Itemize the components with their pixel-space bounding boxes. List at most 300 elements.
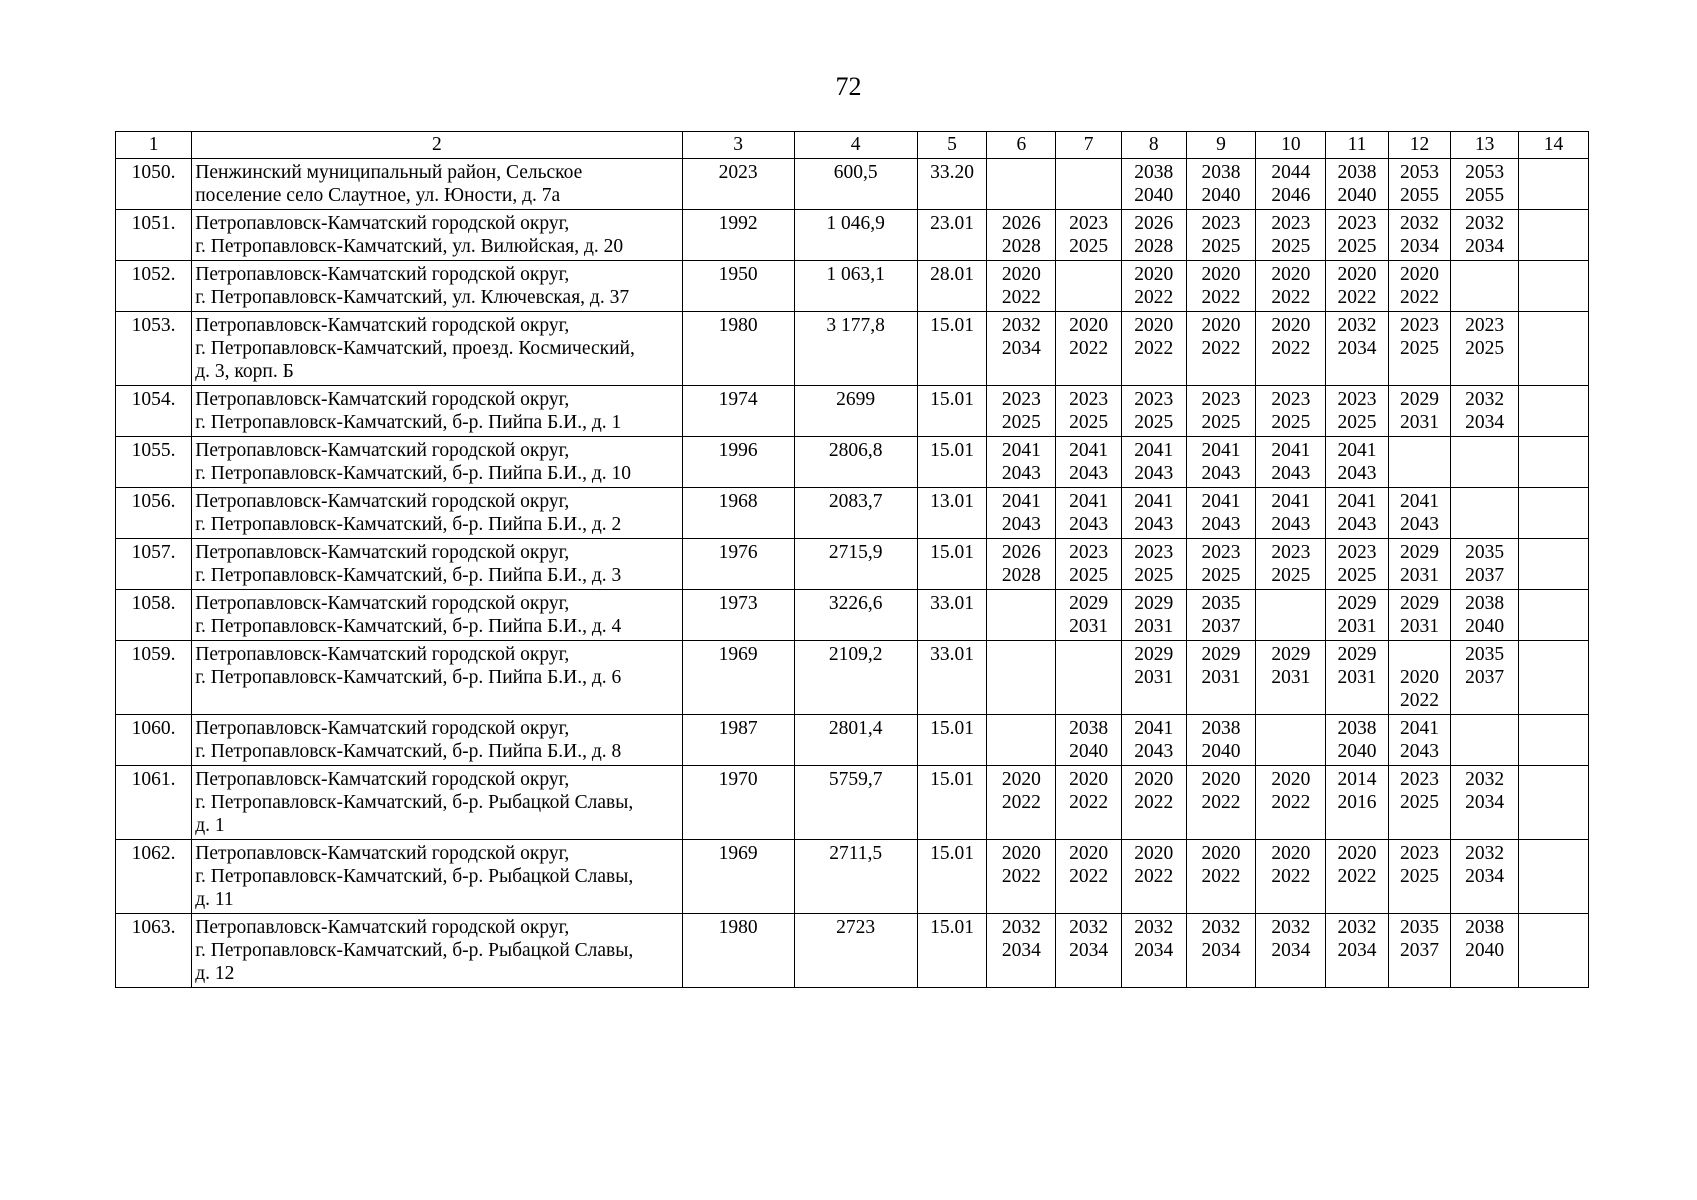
address-line: Петропавловск-Камчатский городской округ, xyxy=(195,491,570,512)
address-line: д. 12 xyxy=(195,963,235,984)
year-value: 2020 xyxy=(1134,843,1174,864)
year-value: 2023 xyxy=(1400,315,1440,336)
year-cell: 1976 xyxy=(682,539,794,590)
address-line: Петропавловск-Камчатский городской округ, xyxy=(195,843,570,864)
code-cell: 15.01 xyxy=(917,840,987,914)
year-value: 2041 xyxy=(1001,440,1041,461)
year-value: 2023 xyxy=(1271,389,1311,410)
year-range-cell-col-9 xyxy=(1186,590,1256,641)
year-cell: 1969 xyxy=(682,840,794,914)
year-value: 2043 xyxy=(1134,741,1174,762)
code-cell: 33.20 xyxy=(917,159,987,210)
year-value: 2043 xyxy=(1069,463,1109,484)
address-line: Петропавловск-Камчатский городской округ, xyxy=(195,440,570,461)
address-cell xyxy=(192,210,682,261)
address-line: г. Петропавловск-Камчатский, б-р. Пийпа Б.И., д. 10 xyxy=(195,463,632,484)
year-value: 2038 xyxy=(1337,162,1377,183)
year-value: 2034 xyxy=(1001,338,1041,359)
year-value: 2023 xyxy=(1201,389,1241,410)
year-value: 2023 xyxy=(1201,213,1241,234)
year-range-cell-col-10 xyxy=(1256,539,1326,590)
year-value: 2020 xyxy=(1337,264,1377,285)
column-header-9: 9 xyxy=(1186,132,1256,159)
year-value: 2031 xyxy=(1134,667,1174,688)
year-range-cell-col-14 xyxy=(1519,210,1589,261)
year-range-cell-col-12 xyxy=(1388,386,1450,437)
year-range-cell-col-13 xyxy=(1451,437,1519,488)
address-line: г. Петропавловск-Камчатский, б-р. Пийпа Б.И., д. 1 xyxy=(195,412,622,433)
column-header-11: 11 xyxy=(1326,132,1388,159)
code-cell: 15.01 xyxy=(917,386,987,437)
year-value: 2020 xyxy=(1134,315,1174,336)
year-range-cell-col-10 xyxy=(1256,590,1326,641)
year-range-cell-col-11 xyxy=(1326,386,1388,437)
year-range-cell-col-6 xyxy=(987,914,1056,988)
row-number: 1058. xyxy=(116,590,192,641)
code-cell: 15.01 xyxy=(917,914,987,988)
year-value: 2026 xyxy=(1001,213,1041,234)
year-value: 2023 xyxy=(1069,213,1109,234)
year-value xyxy=(1392,643,1447,666)
year-value: 2025 xyxy=(1465,338,1505,359)
year-value: 2029 xyxy=(1201,644,1241,665)
year-value: 2029 xyxy=(1134,644,1174,665)
year-value: 2041 xyxy=(1337,491,1377,512)
year-value: 2035 xyxy=(1465,644,1505,665)
year-value: 2029 xyxy=(1337,593,1377,614)
column-header-14: 14 xyxy=(1519,132,1589,159)
table-header xyxy=(116,132,1589,159)
row-number: 1063. xyxy=(116,914,192,988)
year-range-cell-col-11 xyxy=(1326,210,1388,261)
year-range-cell-col-9 xyxy=(1186,437,1256,488)
year-range-cell-col-7 xyxy=(1056,488,1122,539)
area-cell: 2715,9 xyxy=(794,539,917,590)
year-range-cell-col-13 xyxy=(1451,766,1519,840)
year-value: 2041 xyxy=(1400,718,1440,739)
year-value: 2043 xyxy=(1001,463,1041,484)
address-line: поселение село Слаутное, ул. Юности, д. 7а xyxy=(195,185,561,206)
year-range-cell-col-11 xyxy=(1326,590,1388,641)
year-value: 2041 xyxy=(1201,491,1241,512)
year-value: 2040 xyxy=(1465,940,1505,961)
address-line: г. Петропавловск-Камчатский, б-р. Пийпа Б.И., д. 2 xyxy=(195,514,622,535)
year-range-cell-col-6 xyxy=(987,590,1056,641)
year-range-cell-col-8 xyxy=(1121,840,1186,914)
year-range-cell-col-13 xyxy=(1451,914,1519,988)
address-line: Петропавловск-Камчатский городской округ, xyxy=(195,389,570,410)
year-value: 2034 xyxy=(1337,338,1377,359)
year-value: 2032 xyxy=(1465,769,1505,790)
year-range-cell-col-8 xyxy=(1121,488,1186,539)
year-range-cell-col-12 xyxy=(1388,312,1450,386)
year-range-cell-col-14 xyxy=(1519,766,1589,840)
address-cell xyxy=(192,488,682,539)
year-range-cell-col-7 xyxy=(1056,914,1122,988)
year-value: 2022 xyxy=(1271,338,1311,359)
year-value: 2029 xyxy=(1134,593,1174,614)
year-range-cell-col-13 xyxy=(1451,715,1519,766)
year-value: 2032 xyxy=(1134,917,1174,938)
year-range-cell-col-12 xyxy=(1388,914,1450,988)
year-range-cell-col-14 xyxy=(1519,914,1589,988)
year-value: 2055 xyxy=(1400,185,1440,206)
year-range-cell-col-13 xyxy=(1451,312,1519,386)
year-range-cell-col-9 xyxy=(1186,159,1256,210)
year-value: 2031 xyxy=(1271,667,1311,688)
year-value: 2029 xyxy=(1069,593,1109,614)
year-range-cell-col-9 xyxy=(1186,386,1256,437)
year-range-cell-col-7 xyxy=(1056,437,1122,488)
year-value: 2014 xyxy=(1337,769,1377,790)
year-range-cell-col-12 xyxy=(1388,261,1450,312)
year-value: 2022 xyxy=(1069,338,1109,359)
year-range-cell-col-6 xyxy=(987,210,1056,261)
table-row xyxy=(116,437,1589,488)
year-value: 2020 xyxy=(1271,264,1311,285)
year-range-cell-col-13 xyxy=(1451,641,1519,715)
address-line: г. Петропавловск-Камчатский, б-р. Пийпа Б.И., д. 3 xyxy=(195,565,622,586)
year-range-cell-col-11 xyxy=(1326,159,1388,210)
year-value: 2022 xyxy=(1201,338,1241,359)
address-cell xyxy=(192,641,682,715)
year-range-cell-col-14 xyxy=(1519,488,1589,539)
year-range-cell-col-12 xyxy=(1388,210,1450,261)
address-line: Петропавловск-Камчатский городской округ, xyxy=(195,644,570,665)
year-range-cell-col-14 xyxy=(1519,159,1589,210)
address-line: Пенжинский муниципальный район, Сельское xyxy=(195,162,583,183)
year-value: 2046 xyxy=(1271,185,1311,206)
row-number: 1055. xyxy=(116,437,192,488)
year-value: 2034 xyxy=(1465,236,1505,257)
year-value: 2025 xyxy=(1400,338,1440,359)
year-value: 2022 xyxy=(1271,792,1311,813)
year-value: 2022 xyxy=(1271,287,1311,308)
year-range-cell-col-11 xyxy=(1326,261,1388,312)
year-range-cell-col-7 xyxy=(1056,641,1122,715)
year-range-cell-col-11 xyxy=(1326,715,1388,766)
address-cell xyxy=(192,261,682,312)
address-cell xyxy=(192,386,682,437)
year-range-cell-col-10 xyxy=(1256,840,1326,914)
year-cell: 1970 xyxy=(682,766,794,840)
row-number: 1061. xyxy=(116,766,192,840)
address-cell xyxy=(192,437,682,488)
year-value: 2020 xyxy=(1201,264,1241,285)
address-cell xyxy=(192,539,682,590)
address-cell xyxy=(192,840,682,914)
row-number: 1062. xyxy=(116,840,192,914)
code-cell: 13.01 xyxy=(917,488,987,539)
year-range-cell-col-7 xyxy=(1056,766,1122,840)
year-value: 2043 xyxy=(1134,514,1174,535)
year-range-cell-col-12 xyxy=(1388,590,1450,641)
area-cell: 3226,6 xyxy=(794,590,917,641)
year-range-cell-col-6 xyxy=(987,159,1056,210)
year-value: 2040 xyxy=(1069,741,1109,762)
address-line: г. Петропавловск-Камчатский, б-р. Пийпа Б.И., д. 8 xyxy=(195,741,622,762)
table-row xyxy=(116,715,1589,766)
year-value: 2038 xyxy=(1465,917,1505,938)
year-value: 2032 xyxy=(1465,389,1505,410)
year-value: 2041 xyxy=(1134,718,1174,739)
year-range-cell-col-7 xyxy=(1056,539,1122,590)
year-range-cell-col-10 xyxy=(1256,766,1326,840)
year-value: 2035 xyxy=(1400,917,1440,938)
column-header-1: 1 xyxy=(116,132,192,159)
year-cell: 1980 xyxy=(682,914,794,988)
year-value: 2022 xyxy=(1134,338,1174,359)
year-cell: 1968 xyxy=(682,488,794,539)
year-value: 2041 xyxy=(1201,440,1241,461)
year-range-cell-col-9 xyxy=(1186,539,1256,590)
year-value: 2020 xyxy=(1001,264,1041,285)
year-value: 2023 xyxy=(1134,389,1174,410)
year-value: 2020 xyxy=(1201,843,1241,864)
year-range-cell-col-13 xyxy=(1451,488,1519,539)
year-value: 2020 xyxy=(1134,264,1174,285)
year-range-cell-col-14 xyxy=(1519,539,1589,590)
year-value: 2023 xyxy=(1069,389,1109,410)
year-value: 2040 xyxy=(1337,185,1377,206)
year-value: 2043 xyxy=(1400,514,1440,535)
year-value: 2029 xyxy=(1400,389,1440,410)
year-value: 2041 xyxy=(1271,491,1311,512)
year-range-cell-col-14 xyxy=(1519,590,1589,641)
year-range-cell-col-12 xyxy=(1388,539,1450,590)
year-range-cell-col-14 xyxy=(1519,840,1589,914)
year-value: 2022 xyxy=(1201,287,1241,308)
column-header-12: 12 xyxy=(1388,132,1450,159)
year-value: 2025 xyxy=(1400,792,1440,813)
year-cell: 1992 xyxy=(682,210,794,261)
year-range-cell-col-10 xyxy=(1256,715,1326,766)
year-value: 2023 xyxy=(1001,389,1041,410)
address-line: г. Петропавловск-Камчатский, ул. Ключевская, д. 37 xyxy=(195,287,630,308)
year-value: 2025 xyxy=(1069,565,1109,586)
address-line: Петропавловск-Камчатский городской округ, xyxy=(195,542,570,563)
year-range-cell-col-6 xyxy=(987,488,1056,539)
year-value: 2020 xyxy=(1400,264,1440,285)
year-range-cell-col-11 xyxy=(1326,641,1388,715)
year-value: 2020 xyxy=(1001,843,1041,864)
year-range-cell-col-14 xyxy=(1519,261,1589,312)
year-value: 2025 xyxy=(1337,236,1377,257)
year-value: 2020 xyxy=(1400,667,1440,688)
year-value: 2022 xyxy=(1134,792,1174,813)
code-cell: 28.01 xyxy=(917,261,987,312)
year-value: 2034 xyxy=(1337,940,1377,961)
year-value: 2022 xyxy=(1400,287,1440,308)
year-value: 2034 xyxy=(1465,792,1505,813)
address-line: Петропавловск-Камчатский городской округ, xyxy=(195,213,570,234)
year-cell: 1980 xyxy=(682,312,794,386)
table-row xyxy=(116,590,1589,641)
year-value: 2043 xyxy=(1337,463,1377,484)
year-value: 2041 xyxy=(1134,440,1174,461)
year-value: 2043 xyxy=(1201,514,1241,535)
code-cell: 33.01 xyxy=(917,641,987,715)
year-value: 2044 xyxy=(1271,162,1311,183)
year-value: 2055 xyxy=(1465,185,1505,206)
area-cell: 2711,5 xyxy=(794,840,917,914)
year-value: 2038 xyxy=(1134,162,1174,183)
year-range-cell-col-8 xyxy=(1121,386,1186,437)
table-body xyxy=(116,159,1589,988)
year-value: 2025 xyxy=(1337,412,1377,433)
address-cell xyxy=(192,590,682,641)
year-value: 2034 xyxy=(1201,940,1241,961)
year-value: 2022 xyxy=(1001,792,1041,813)
year-range-cell-col-12 xyxy=(1388,159,1450,210)
year-value: 2023 xyxy=(1337,542,1377,563)
column-header-6: 6 xyxy=(987,132,1056,159)
row-number: 1052. xyxy=(116,261,192,312)
column-header-4: 4 xyxy=(794,132,917,159)
year-value: 2029 xyxy=(1400,593,1440,614)
address-line: Петропавловск-Камчатский городской округ, xyxy=(195,315,570,336)
year-value: 2025 xyxy=(1134,412,1174,433)
year-value: 2031 xyxy=(1201,667,1241,688)
year-range-cell-col-11 xyxy=(1326,766,1388,840)
year-value: 2038 xyxy=(1069,718,1109,739)
year-range-cell-col-10 xyxy=(1256,261,1326,312)
year-value: 2020 xyxy=(1134,769,1174,790)
row-number: 1053. xyxy=(116,312,192,386)
year-range-cell-col-9 xyxy=(1186,766,1256,840)
year-value: 2040 xyxy=(1201,741,1241,762)
year-range-cell-col-13 xyxy=(1451,590,1519,641)
year-range-cell-col-11 xyxy=(1326,914,1388,988)
year-value: 2037 xyxy=(1400,940,1440,961)
row-number: 1056. xyxy=(116,488,192,539)
year-value: 2032 xyxy=(1465,213,1505,234)
year-range-cell-col-14 xyxy=(1519,312,1589,386)
year-value: 2022 xyxy=(1201,792,1241,813)
year-value: 2023 xyxy=(1069,542,1109,563)
year-value: 2020 xyxy=(1001,769,1041,790)
year-range-cell-col-7 xyxy=(1056,261,1122,312)
row-number: 1050. xyxy=(116,159,192,210)
column-header-2: 2 xyxy=(192,132,682,159)
year-value: 2034 xyxy=(1134,940,1174,961)
year-value: 2032 xyxy=(1001,315,1041,336)
year-cell: 1987 xyxy=(682,715,794,766)
address-line: г. Петропавловск-Камчатский, б-р. Пийпа Б.И., д. 6 xyxy=(195,667,622,688)
year-value: 2037 xyxy=(1201,616,1241,637)
table-row xyxy=(116,261,1589,312)
year-value: 2020 xyxy=(1069,843,1109,864)
area-cell: 2699 xyxy=(794,386,917,437)
year-range-cell-col-12 xyxy=(1388,488,1450,539)
year-value: 2034 xyxy=(1465,412,1505,433)
year-value: 2031 xyxy=(1400,565,1440,586)
year-value: 2020 xyxy=(1069,315,1109,336)
year-value: 2053 xyxy=(1400,162,1440,183)
year-range-cell-col-6 xyxy=(987,840,1056,914)
year-value: 2022 xyxy=(1271,866,1311,887)
year-value: 2020 xyxy=(1337,843,1377,864)
header-row xyxy=(116,132,1589,159)
table-row xyxy=(116,159,1589,210)
address-cell xyxy=(192,312,682,386)
year-value: 2022 xyxy=(1069,792,1109,813)
year-value: 2023 xyxy=(1400,769,1440,790)
code-cell: 23.01 xyxy=(917,210,987,261)
area-cell: 600,5 xyxy=(794,159,917,210)
year-value: 2022 xyxy=(1001,866,1041,887)
address-line: д. 11 xyxy=(195,889,234,910)
year-value: 2043 xyxy=(1069,514,1109,535)
year-range-cell-col-10 xyxy=(1256,159,1326,210)
year-cell: 2023 xyxy=(682,159,794,210)
year-value: 2023 xyxy=(1134,542,1174,563)
year-value: 2028 xyxy=(1134,236,1174,257)
year-value: 2025 xyxy=(1001,412,1041,433)
year-range-cell-col-8 xyxy=(1121,590,1186,641)
year-value: 2032 xyxy=(1201,917,1241,938)
year-value: 2041 xyxy=(1001,491,1041,512)
year-value: 2037 xyxy=(1465,667,1505,688)
year-range-cell-col-7 xyxy=(1056,210,1122,261)
year-range-cell-col-6 xyxy=(987,539,1056,590)
year-range-cell-col-9 xyxy=(1186,488,1256,539)
year-value: 2023 xyxy=(1400,843,1440,864)
year-value: 2031 xyxy=(1400,412,1440,433)
year-value: 2022 xyxy=(1134,866,1174,887)
area-cell: 2083,7 xyxy=(794,488,917,539)
year-value: 2025 xyxy=(1201,412,1241,433)
area-cell: 1 063,1 xyxy=(794,261,917,312)
year-range-cell-col-7 xyxy=(1056,386,1122,437)
year-range-cell-col-9 xyxy=(1186,715,1256,766)
year-value: 2023 xyxy=(1337,213,1377,234)
year-value: 2041 xyxy=(1400,491,1440,512)
address-line: г. Петропавловск-Камчатский, проезд. Космический, xyxy=(195,338,635,359)
year-value: 2032 xyxy=(1271,917,1311,938)
row-number: 1054. xyxy=(116,386,192,437)
year-range-cell-col-11 xyxy=(1326,840,1388,914)
year-range-cell-col-6 xyxy=(987,261,1056,312)
code-cell: 15.01 xyxy=(917,437,987,488)
year-value: 2022 xyxy=(1134,287,1174,308)
column-header-5: 5 xyxy=(917,132,987,159)
year-value: 2041 xyxy=(1069,440,1109,461)
year-value: 2038 xyxy=(1201,162,1241,183)
year-range-cell-col-7 xyxy=(1056,312,1122,386)
year-value: 2034 xyxy=(1001,940,1041,961)
table-row xyxy=(116,840,1589,914)
year-range-cell-col-10 xyxy=(1256,437,1326,488)
table-row xyxy=(116,312,1589,386)
year-value: 2020 xyxy=(1201,315,1241,336)
year-range-cell-col-10 xyxy=(1256,914,1326,988)
row-number: 1057. xyxy=(116,539,192,590)
year-value: 2031 xyxy=(1134,616,1174,637)
row-number: 1060. xyxy=(116,715,192,766)
year-range-cell-col-10 xyxy=(1256,641,1326,715)
year-value: 2043 xyxy=(1201,463,1241,484)
year-value: 2034 xyxy=(1271,940,1311,961)
address-line: д. 1 xyxy=(195,815,225,836)
table-row xyxy=(116,386,1589,437)
year-value: 2023 xyxy=(1465,315,1505,336)
year-value: 2031 xyxy=(1069,616,1109,637)
year-value: 2032 xyxy=(1337,315,1377,336)
year-range-cell-col-8 xyxy=(1121,210,1186,261)
year-range-cell-col-7 xyxy=(1056,159,1122,210)
year-value: 2031 xyxy=(1400,616,1440,637)
